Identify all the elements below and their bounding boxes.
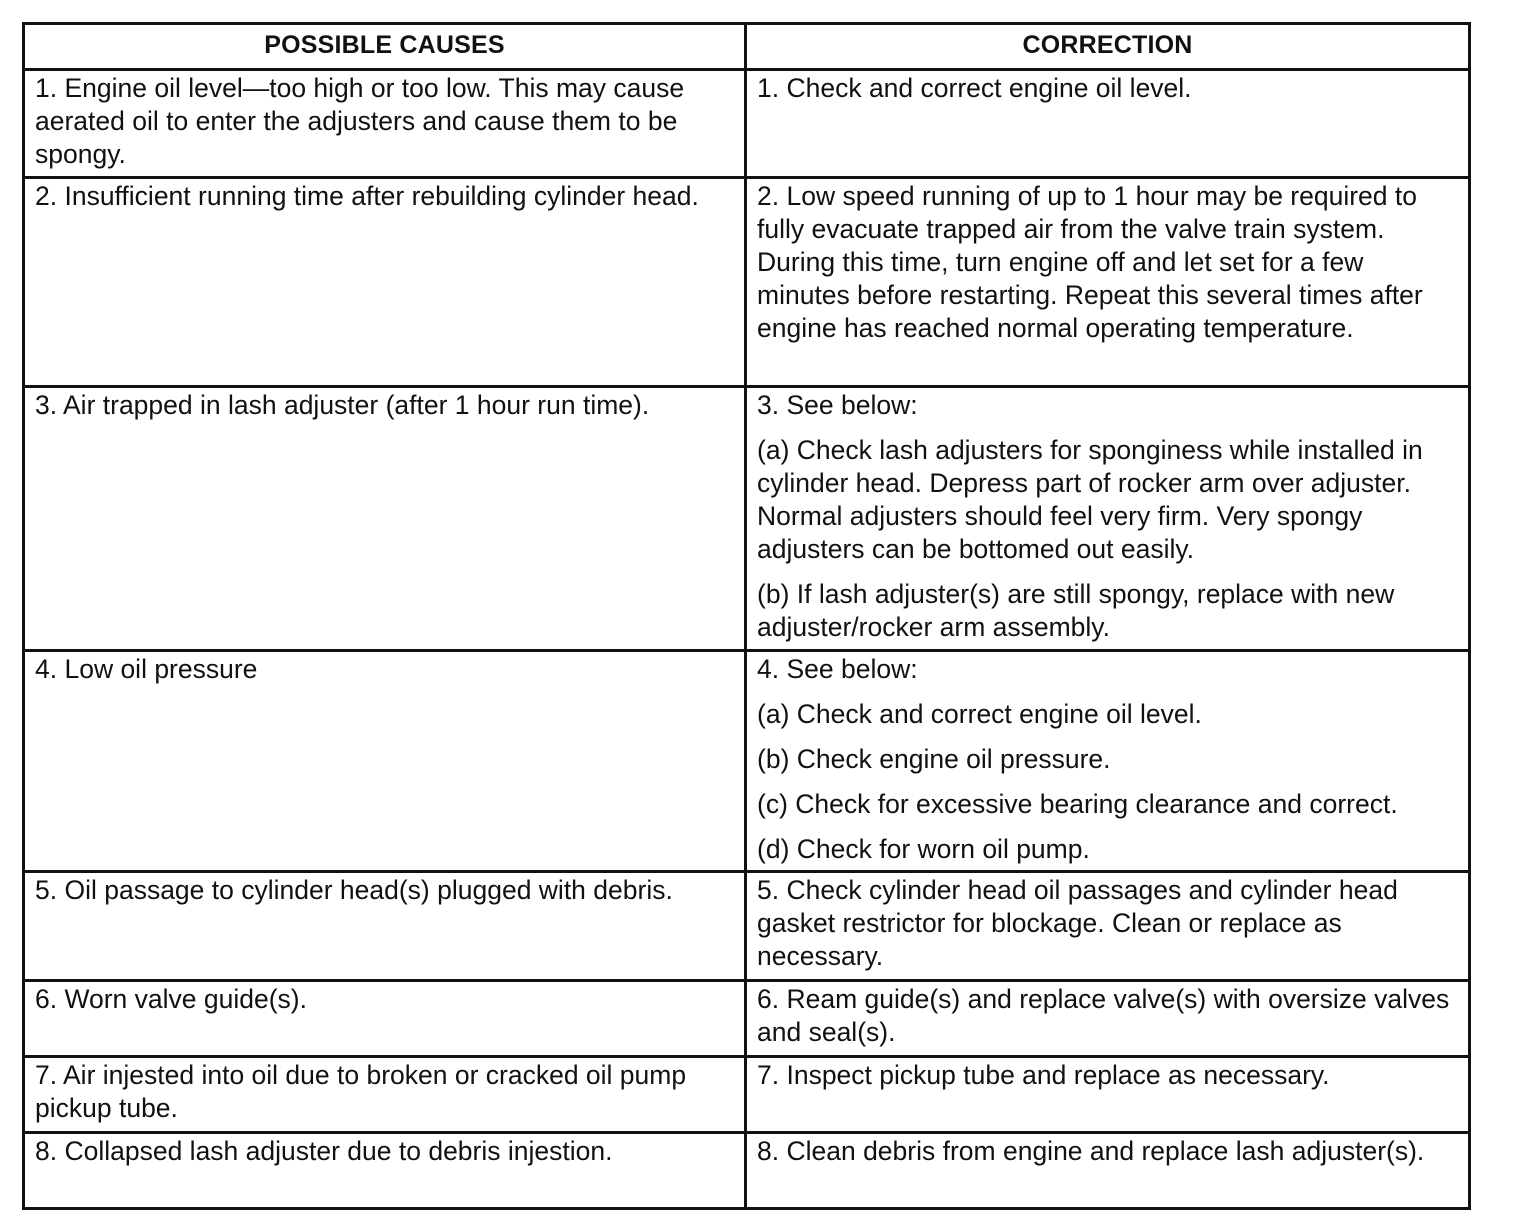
correction-cell [746,70,1470,178]
correction-cell [746,178,1470,387]
correction-cell [746,387,1470,651]
correction-text: 8. Clean debris from engine and replace lash adjuster(s). [757,1136,1425,1166]
table-row [24,178,1470,387]
correction-text: (c) Check for excessive bearing clearance and correct. [757,789,1398,819]
table-row [24,387,1470,651]
cause-cell: 5. Oil passage to cylinder head(s) plugged with debris. [24,872,746,981]
correction-text: 2. Low speed running of up to 1 hour may be required to fully evacuate trapped air from the valve train system. During this time, turn engine off and let set for a few minutes before restarting. Repeat this several times after engine has reached normal operating temperature. [757,181,1423,343]
diagnosis-table [22,22,1471,1210]
correction-cell [746,1133,1470,1209]
correction-text: (a) Check and correct engine oil level. [757,699,1202,729]
table-row [24,872,1470,981]
correction-text: 6. Ream guide(s) and replace valve(s) with oversize valves and seal(s). [757,984,1450,1047]
correction-cell [746,651,1470,872]
header-correction: CORRECTION [746,24,1470,70]
correction-cell [746,981,1470,1057]
table-row [24,981,1470,1057]
cause-cell: 4. Low oil pressure [24,651,746,872]
correction-cell [746,872,1470,981]
cause-cell: 8. Collapsed lash adjuster due to debris injestion. [24,1133,746,1209]
correction-text: (b) If lash adjuster(s) are still spongy, replace with new adjuster/rocker arm assembly. [757,579,1395,642]
table-row [24,1057,1470,1133]
table-row [24,651,1470,872]
correction-text: (b) Check engine oil pressure. [757,744,1111,774]
table-row [24,70,1470,178]
cause-cell: 6. Worn valve guide(s). [24,981,746,1057]
cause-cell: 3. Air trapped in lash adjuster (after 1 hour run time). [24,387,746,651]
correction-cell [746,1057,1470,1133]
header-row [24,24,1470,70]
cause-cell: 7. Air injested into oil due to broken or cracked oil pump pickup tube. [24,1057,746,1133]
correction-text: 5. Check cylinder head oil passages and cylinder head gasket restrictor for blockage. Clean or replace as necessary. [757,875,1398,971]
correction-text: 1. Check and correct engine oil level. [757,73,1192,103]
cause-cell: 2. Insufficient running time after rebuilding cylinder head. [24,178,746,387]
correction-text: (d) Check for worn oil pump. [757,834,1090,864]
cause-cell: 1. Engine oil level—too high or too low. This may cause aerated oil to enter the adjusters and cause them to be spongy. [24,70,746,178]
correction-text: 3. See below: [757,390,918,420]
header-possible-causes: POSSIBLE CAUSES [24,24,746,70]
correction-text: (a) Check lash adjusters for sponginess while installed in cylinder head. Depress part of rocker arm over adjuster. Normal adjusters should feel very firm. Very spongy adjusters can be bottomed out easily. [757,435,1423,564]
table-row [24,1133,1470,1209]
correction-text: 7. Inspect pickup tube and replace as necessary. [757,1060,1330,1090]
correction-text: 4. See below: [757,654,918,684]
